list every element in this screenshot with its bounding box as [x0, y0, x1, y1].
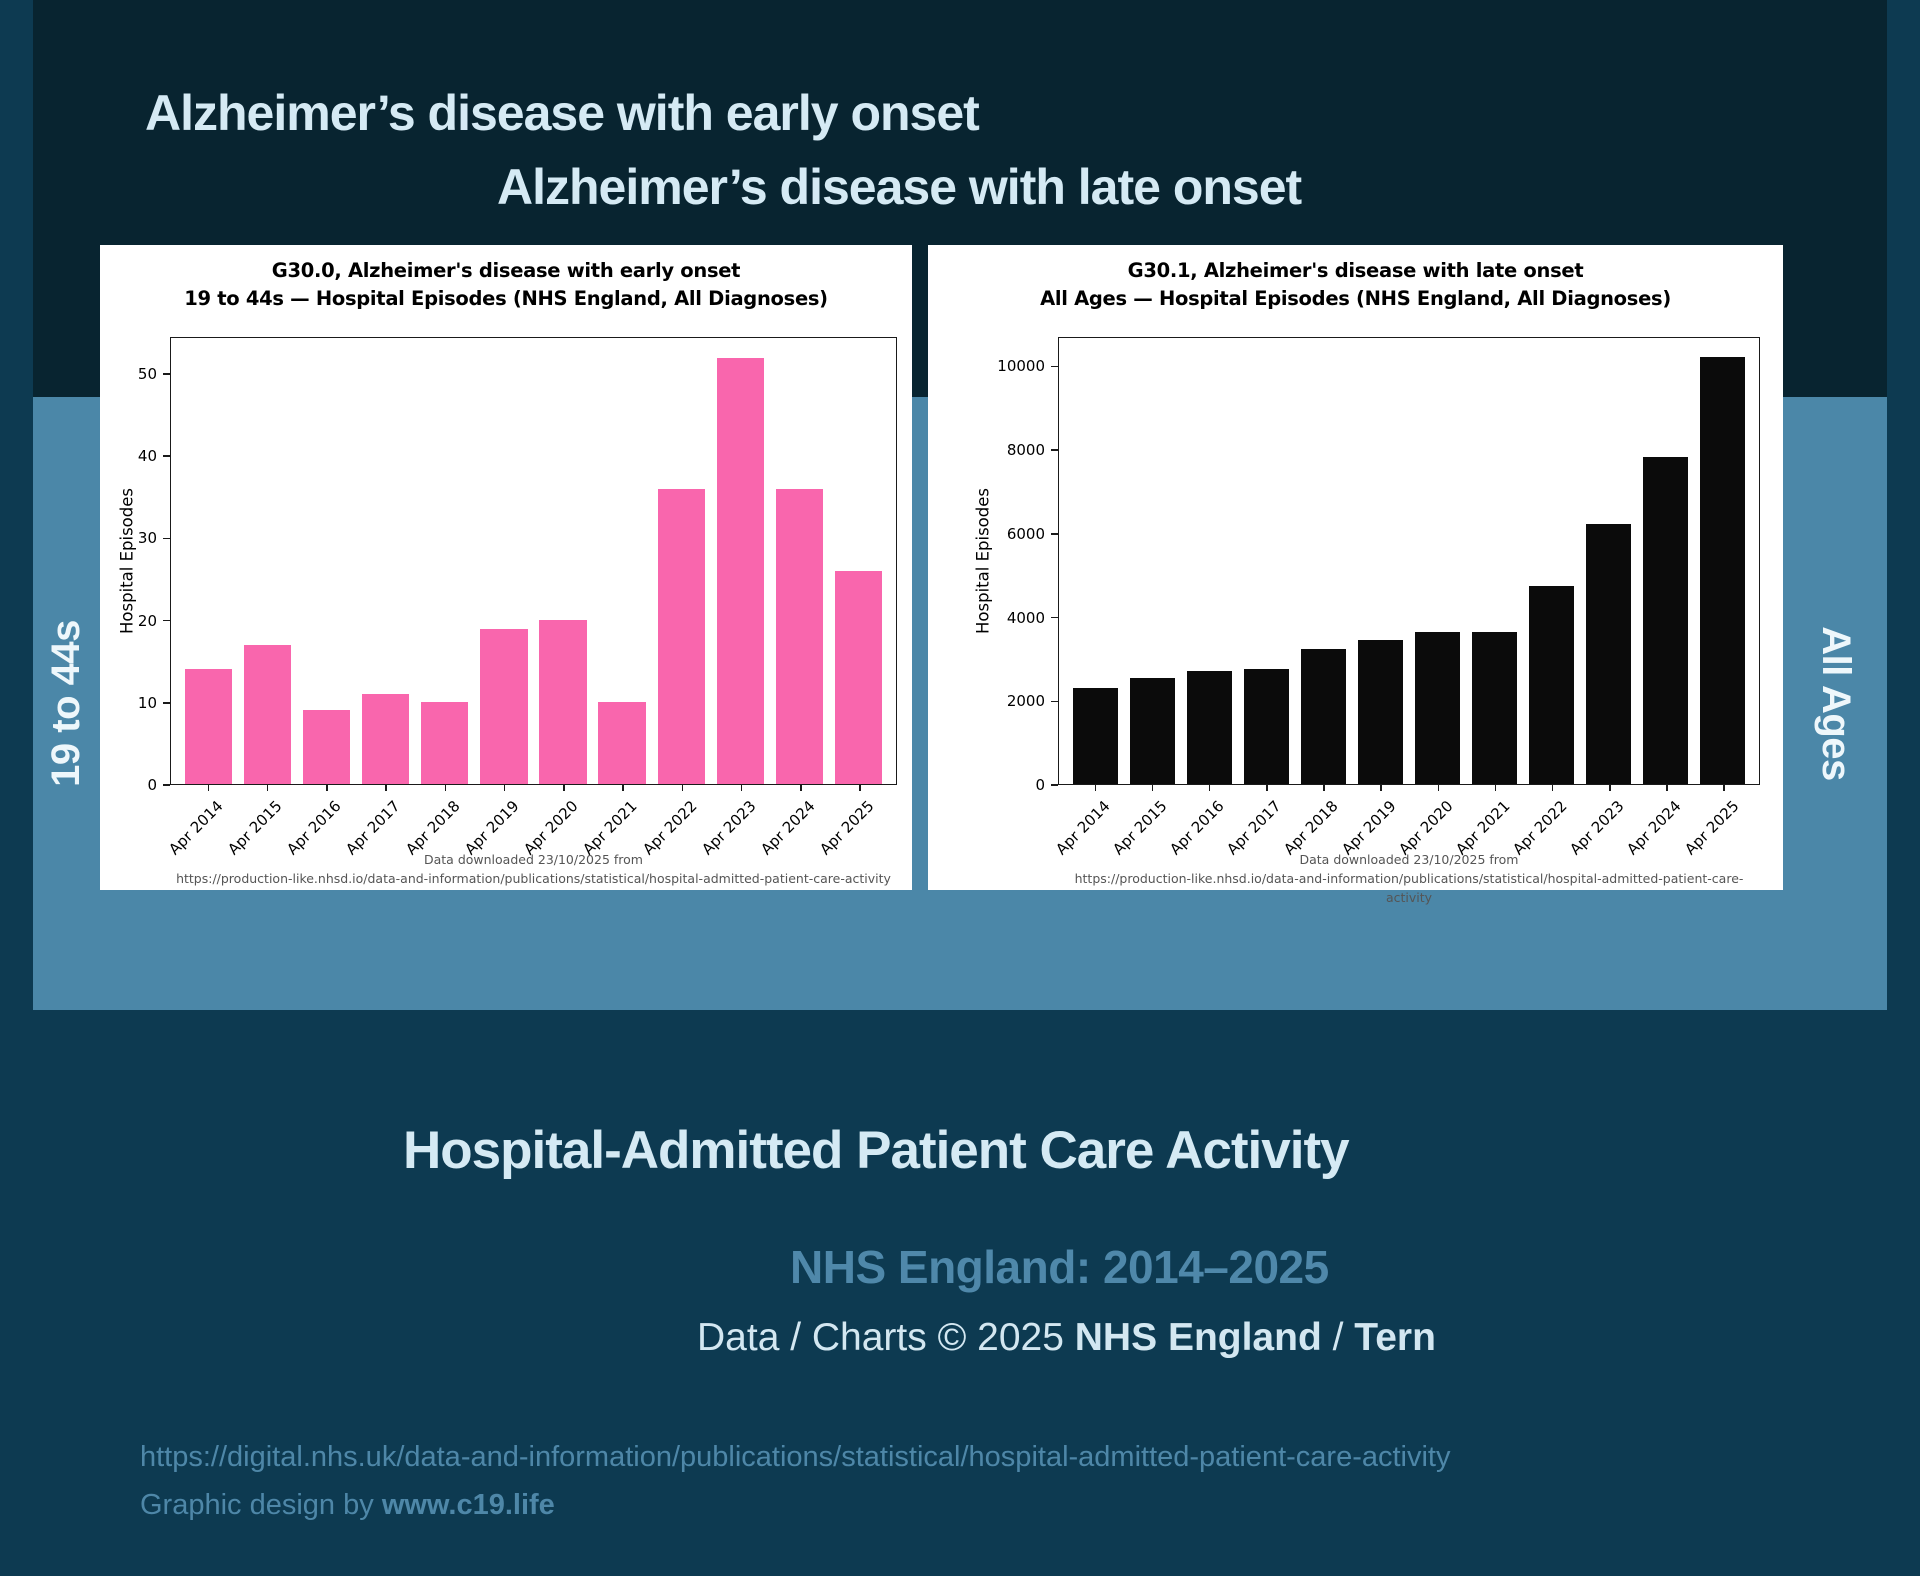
bar-slot — [1694, 338, 1751, 784]
bar-apr-2025 — [835, 571, 882, 784]
bar-slot — [1352, 338, 1409, 784]
bar-apr-2024 — [1643, 457, 1689, 784]
y-tick-mark — [163, 538, 170, 540]
x-tick-label: Apr 2020 — [1394, 797, 1457, 859]
design-prefix: Graphic design by — [140, 1489, 382, 1521]
chart-title-line-1: G30.0, Alzheimer's disease with early onset — [271, 259, 741, 282]
age-band-label-left — [33, 397, 100, 1010]
x-tick-mark — [1438, 785, 1440, 791]
x-tick-mark — [326, 785, 328, 791]
x-tick-label: Apr 2023 — [698, 797, 760, 859]
x-tick-mark — [1666, 785, 1668, 791]
x-tick-label: Apr 2024 — [1623, 797, 1686, 859]
bar-slot — [356, 338, 415, 784]
bar-slot — [238, 338, 297, 784]
x-tick-mark — [1380, 785, 1382, 791]
bar-apr-2024 — [776, 489, 823, 784]
bar-apr-2021 — [1472, 632, 1518, 784]
y-tick-mark — [163, 455, 170, 457]
bar-slot — [1238, 338, 1295, 784]
bar-series — [1059, 338, 1759, 784]
page-title-line-2: Alzheimer’s disease with late onset — [497, 159, 1302, 215]
footer-design-credit — [140, 1489, 555, 1522]
bar-slot — [1295, 338, 1352, 784]
x-tick-label: Apr 2015 — [1109, 797, 1171, 859]
x-tick-mark — [445, 785, 447, 791]
x-tick-mark — [1609, 785, 1611, 791]
y-tick-mark — [1051, 366, 1058, 368]
x-tick-label: Apr 2018 — [1280, 797, 1343, 859]
x-tick-label: Apr 2022 — [1509, 797, 1571, 859]
credit-separator: / — [1321, 1316, 1355, 1359]
data-source-note — [170, 851, 897, 889]
x-tick-label: Apr 2019 — [461, 797, 523, 859]
x-tick-label: Apr 2016 — [1166, 797, 1228, 859]
x-tick-mark — [1266, 785, 1268, 791]
chart-title — [100, 257, 912, 312]
x-tick-label: Apr 2025 — [1680, 797, 1743, 859]
x-tick-label: Apr 2017 — [1223, 797, 1285, 859]
y-tick-label: 30 — [137, 529, 157, 548]
bar-series — [171, 338, 896, 784]
x-tick-label: Apr 2018 — [401, 797, 464, 859]
y-tick-mark — [1051, 533, 1058, 535]
bar-apr-2016 — [1187, 671, 1233, 784]
bar-apr-2018 — [421, 702, 468, 784]
bar-apr-2015 — [244, 645, 291, 784]
page-title-line-1: Alzheimer’s disease with early onset — [145, 85, 979, 141]
footer-subheading: NHS England: 2014–2025 — [790, 1241, 1329, 1293]
bar-apr-2017 — [1244, 669, 1290, 784]
y-tick-label: 4000 — [1006, 608, 1045, 627]
bar-slot — [415, 338, 474, 784]
y-tick-label: 0 — [147, 776, 157, 794]
footer-source-url: https://digital.nhs.uk/data-and-information/publications/statistical/hospital-admitted-patient-care-activity — [140, 1441, 1451, 1473]
bar-slot — [1067, 338, 1124, 784]
credit-author: Tern — [1354, 1316, 1436, 1359]
chart-title-line-2: 19 to 44s — Hospital Episodes (NHS England, All Diagnoses) — [184, 286, 828, 310]
x-tick-mark — [741, 785, 743, 791]
chart-panel-late-onset — [928, 245, 1783, 905]
x-tick-mark — [682, 785, 684, 791]
x-tick-label: Apr 2015 — [224, 797, 286, 859]
chart-title-line-1: G30.1, Alzheimer's disease with late onset — [1127, 259, 1584, 282]
y-tick-mark — [163, 373, 170, 375]
x-tick-mark — [1152, 785, 1154, 791]
bar-apr-2019 — [1358, 640, 1404, 784]
bar-apr-2015 — [1130, 678, 1176, 784]
x-tick-mark — [208, 785, 210, 791]
chart-title-line-2: All Ages — Hospital Episodes (NHS England, All Diagnoses) — [1040, 286, 1671, 310]
y-tick-mark — [163, 784, 170, 786]
x-tick-mark — [504, 785, 506, 791]
x-tick-label: Apr 2021 — [579, 797, 642, 859]
bar-slot — [1523, 338, 1580, 784]
data-source-note-line-2: https://production-like.nhsd.io/data-and-information/publications/statistical/hospital-admitted-patient-care-activity — [1074, 870, 1744, 905]
y-tick-mark — [1051, 617, 1058, 619]
y-tick-label: 8000 — [1006, 441, 1045, 460]
bar-slot — [474, 338, 533, 784]
y-tick-mark — [1051, 701, 1058, 703]
y-axis-ticks — [100, 337, 170, 794]
plot-area — [1058, 337, 1760, 785]
y-tick-label: 10 — [137, 693, 157, 712]
y-tick-mark — [163, 702, 170, 704]
y-tick-label: 50 — [137, 365, 157, 383]
x-tick-mark — [800, 785, 802, 791]
data-source-note-line-1: Data downloaded 23/10/2025 from — [424, 852, 643, 867]
data-source-note-line-1: Data downloaded 23/10/2025 from — [1299, 852, 1519, 867]
bar-apr-2014 — [1073, 688, 1119, 784]
x-tick-mark — [385, 785, 387, 791]
y-axis-label: Hospital Episodes — [117, 488, 137, 634]
bar-apr-2023 — [1586, 524, 1632, 785]
bar-apr-2016 — [303, 710, 350, 784]
plot-area — [170, 337, 897, 785]
chart-title — [928, 257, 1783, 312]
bar-slot — [593, 338, 652, 784]
y-tick-mark — [163, 620, 170, 622]
x-tick-mark — [267, 785, 269, 791]
credit-org: NHS England — [1074, 1316, 1322, 1359]
bar-apr-2021 — [598, 702, 645, 784]
x-tick-mark — [1323, 785, 1325, 791]
bar-slot — [770, 338, 829, 784]
y-tick-label: 2000 — [1006, 692, 1045, 711]
x-tick-mark — [1495, 785, 1497, 791]
x-tick-mark — [563, 785, 565, 791]
bar-apr-2020 — [1415, 632, 1461, 784]
x-tick-label: Apr 2016 — [283, 797, 345, 859]
data-source-note-line-2: https://production-like.nhsd.io/data-and-information/publications/statistical/hospital-admitted-patient-care-activity — [176, 870, 891, 886]
age-band-label-right — [1783, 397, 1887, 1010]
y-axis-label: Hospital Episodes — [973, 488, 993, 634]
y-tick-label: 6000 — [1006, 524, 1045, 543]
data-source-note — [1058, 851, 1760, 907]
x-tick-label: Apr 2014 — [1051, 797, 1114, 859]
bar-apr-2023 — [717, 358, 764, 784]
age-band-label-left-text: 19 to 44s — [44, 620, 88, 787]
bar-slot — [1580, 338, 1637, 784]
age-band-label-right-text: All Ages — [1813, 626, 1858, 781]
bar-apr-2025 — [1700, 357, 1746, 784]
bar-apr-2014 — [185, 669, 232, 784]
credit-prefix: Data / Charts © 2025 — [697, 1316, 1075, 1359]
y-tick-mark — [1051, 449, 1058, 451]
bar-slot — [1124, 338, 1181, 784]
x-tick-mark — [1552, 785, 1554, 791]
bar-apr-2019 — [480, 629, 527, 784]
y-tick-label: 20 — [137, 611, 157, 630]
bar-apr-2022 — [658, 489, 705, 784]
x-tick-label: Apr 2019 — [1337, 797, 1400, 859]
y-axis-ticks — [928, 337, 1058, 794]
bar-apr-2022 — [1529, 586, 1575, 784]
x-tick-mark — [1723, 785, 1725, 791]
bar-apr-2018 — [1301, 649, 1347, 784]
bar-slot — [829, 338, 888, 784]
bar-slot — [1409, 338, 1466, 784]
x-tick-label: Apr 2014 — [164, 797, 227, 859]
x-tick-mark — [1209, 785, 1211, 791]
chart-panel-early-onset — [100, 245, 912, 890]
x-tick-label: Apr 2023 — [1566, 797, 1628, 859]
y-tick-label: 40 — [137, 447, 157, 466]
x-tick-label: Apr 2020 — [520, 797, 582, 859]
x-tick-mark — [859, 785, 861, 791]
y-tick-label: 0 — [1035, 776, 1045, 794]
bar-slot — [652, 338, 711, 784]
bar-slot — [1181, 338, 1238, 784]
y-tick-mark — [1051, 784, 1058, 786]
x-tick-label: Apr 2017 — [342, 797, 405, 859]
bar-apr-2017 — [362, 694, 409, 784]
footer-heading: Hospital-Admitted Patient Care Activity — [403, 1121, 1349, 1180]
bar-slot — [179, 338, 238, 784]
bar-slot — [297, 338, 356, 784]
bar-slot — [533, 338, 592, 784]
bar-slot — [711, 338, 770, 784]
x-tick-mark — [1095, 785, 1097, 791]
x-tick-label: Apr 2024 — [757, 797, 819, 859]
y-tick-label: 10000 — [997, 357, 1045, 376]
x-tick-label: Apr 2021 — [1452, 797, 1514, 859]
bar-slot — [1466, 338, 1523, 784]
x-tick-label: Apr 2025 — [816, 797, 879, 859]
footer-credit — [697, 1316, 1436, 1360]
bar-slot — [1637, 338, 1694, 784]
bar-apr-2020 — [539, 620, 586, 784]
design-site: www.c19.life — [381, 1489, 555, 1521]
x-tick-label: Apr 2022 — [638, 797, 701, 859]
x-tick-mark — [622, 785, 624, 791]
